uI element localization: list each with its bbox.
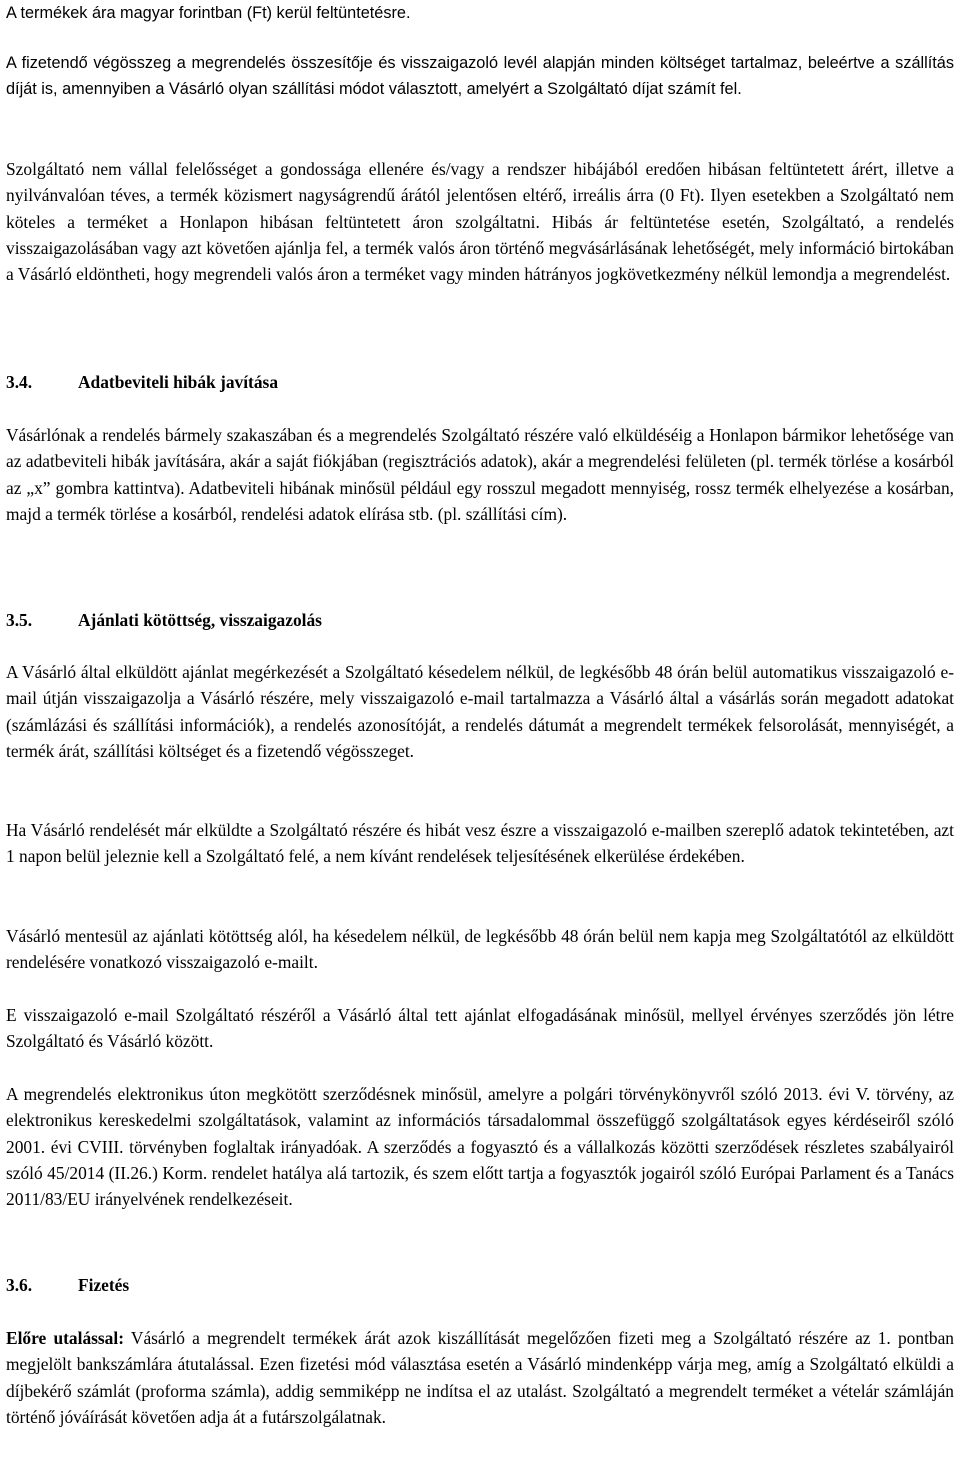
offer-paragraph-3: Vásárló mentesül az ajánlati kötöttség alól, ha késedelem nélkül, de legkésőbb 48 órán belül nem kapja meg Szolgáltatótól az elküldött rendelésére vonatkozó visszaigazoló e-mailt. bbox=[6, 926, 954, 973]
offer-paragraph-5: A megrendelés elektronikus úton megkötött szerződésnek minősül, amelyre a polgári törvénykönyvről szóló 2013. évi V. törvény, az elektronikus kereskedelmi szolgáltatások, valamint az információs társadalommal összefüggő szolgáltatások egyes kérdéseiről szóló 2001. évi CVIII. törvényben foglaltak irányadóak. A szerződés a fogyasztó és a vállalkozás közötti szerződések részletes szabályairól szóló 45/2014 (II.26.) Korm. rendelet hatálya alá tartozik, és szem előtt tartja a fogyasztók jogairól szóló Európai Parlament és a Tanács 2011/83/EU irányelvének rendelkezéseit. bbox=[6, 1084, 954, 1210]
section-title: Fizetés bbox=[78, 1275, 130, 1295]
section-heading-3-6 bbox=[6, 1272, 129, 1298]
section-title: Ajánlati kötöttség, visszaigazolás bbox=[78, 610, 322, 630]
section-heading-3-4 bbox=[6, 369, 278, 395]
offer-paragraph-1: A Vásárló által elküldött ajánlat megérkezését a Szolgáltató késedelem nélkül, de legkésőbb 48 órán belül automatikus visszaigazoló e-mail útján visszaigazolja a Vásárló részére, mely visszaigazoló e-mail tartalmazza a Vásárló által a vásárlás során megadott adatokat (számlázási és szállítási információk), a rendelés azonosítóját, a rendelés dátumát a megrendelt termékek felsorolását, mennyiségét, a termék árát, szállítási költséget és a fizetendő végösszeget. bbox=[6, 662, 954, 761]
offer-paragraph-2: Ha Vásárló rendelését már elküldte a Szolgáltató részére és hibát vesz észre a visszaigazoló e-mailben szereplő adatok tekintetében, azt 1 napon belül jeleznie kell a Szolgáltató felé, a nem kívánt rendelések teljesítésének elkerülése érdekében. bbox=[6, 820, 954, 867]
offer-paragraph-4: E visszaigazoló e-mail Szolgáltató részéről a Vásárló által tett ajánlat elfogadásának minősül, mellyel érvényes szerződés jön létre Szolgáltató és Vásárló között. bbox=[6, 1005, 954, 1052]
section-heading-3-5 bbox=[6, 607, 322, 633]
section-title: Adatbeviteli hibák javítása bbox=[78, 372, 279, 392]
payment-paragraph bbox=[6, 1325, 954, 1430]
input-errors-paragraph: Vásárlónak a rendelés bármely szakaszában és a megrendelés Szolgáltató részére való elküldéséig a Honlapon bármikor lehetősége van az adatbeviteli hibák javítására, akár a saját fiókjában (regisztrációs adatok), akár a megrendelési felületen (pl. termék törlése a kosárból az „x” gombra kattintva). Adatbeviteli hibának minősül például egy rosszul megadott mennyiség, rossz termék elhelyezése a kosárban, majd a termék törlése a kosárból, rendelési adatok elírása stb. (pl. szállítási cím). bbox=[6, 425, 954, 524]
section-number: 3.5. bbox=[6, 610, 33, 630]
price-error-paragraph: Szolgáltató nem vállal felelősséget a gondossága ellenére és/vagy a rendszer hibájából eredően hibásan feltüntetett árért, illetve a nyilvánvalóan téves, a termék közismert nagyságrendű árától jelentősen eltérő, irreális árra (0 Ft). Ilyen esetekben a Szolgáltató nem köteles a terméket a Honlapon hibásan feltüntetett áron szolgáltatni. Hibás ár feltüntetése esetén, Szolgáltató, a rendelés visszaigazolásában vagy azt követően ajánlja fel, a termék valós áron történő megvásárlásának lehetőségét, mely információ birtokában a Vásárló eldöntheti, hogy megrendeli valós áron a terméket vagy minden hátrányos jogkövetkezmény nélkül lemondja a megrendelést. bbox=[6, 159, 954, 285]
total-cost-paragraph: A fizetendő végösszeg a megrendelés összesítője és visszaigazoló levél alapján minden költséget tartalmaz, beleértve a szállítás díját is, amennyiben a Vásárló olyan szállítási módot választott, amelyért a Szolgáltató díjat számít fel. bbox=[6, 54, 954, 99]
payment-method-text: Vásárló a megrendelt termékek árát azok kiszállítását megelőzően fizeti meg a Szolgáltató részére az 1. pontban megjelölt bankszámlára átutalással. Ezen fizetési mód választása esetén a Vásárló mindenképp várja meg, amíg a Szolgáltató elküldi a díjbekérő számlát (proforma számla), addig semmiképp ne indítsa el az utalást. Szolgáltató a megrendelt terméket a vételár számláján történő jóváírását követően adja át a futárszolgálatnak. bbox=[6, 1328, 955, 1427]
currency-note: A termékek ára magyar forintban (Ft) kerül feltüntetésre. bbox=[6, 4, 411, 22]
payment-method-label: Előre utalással: bbox=[6, 1328, 124, 1348]
section-number: 3.4. bbox=[6, 372, 33, 392]
section-number: 3.6. bbox=[6, 1275, 33, 1295]
